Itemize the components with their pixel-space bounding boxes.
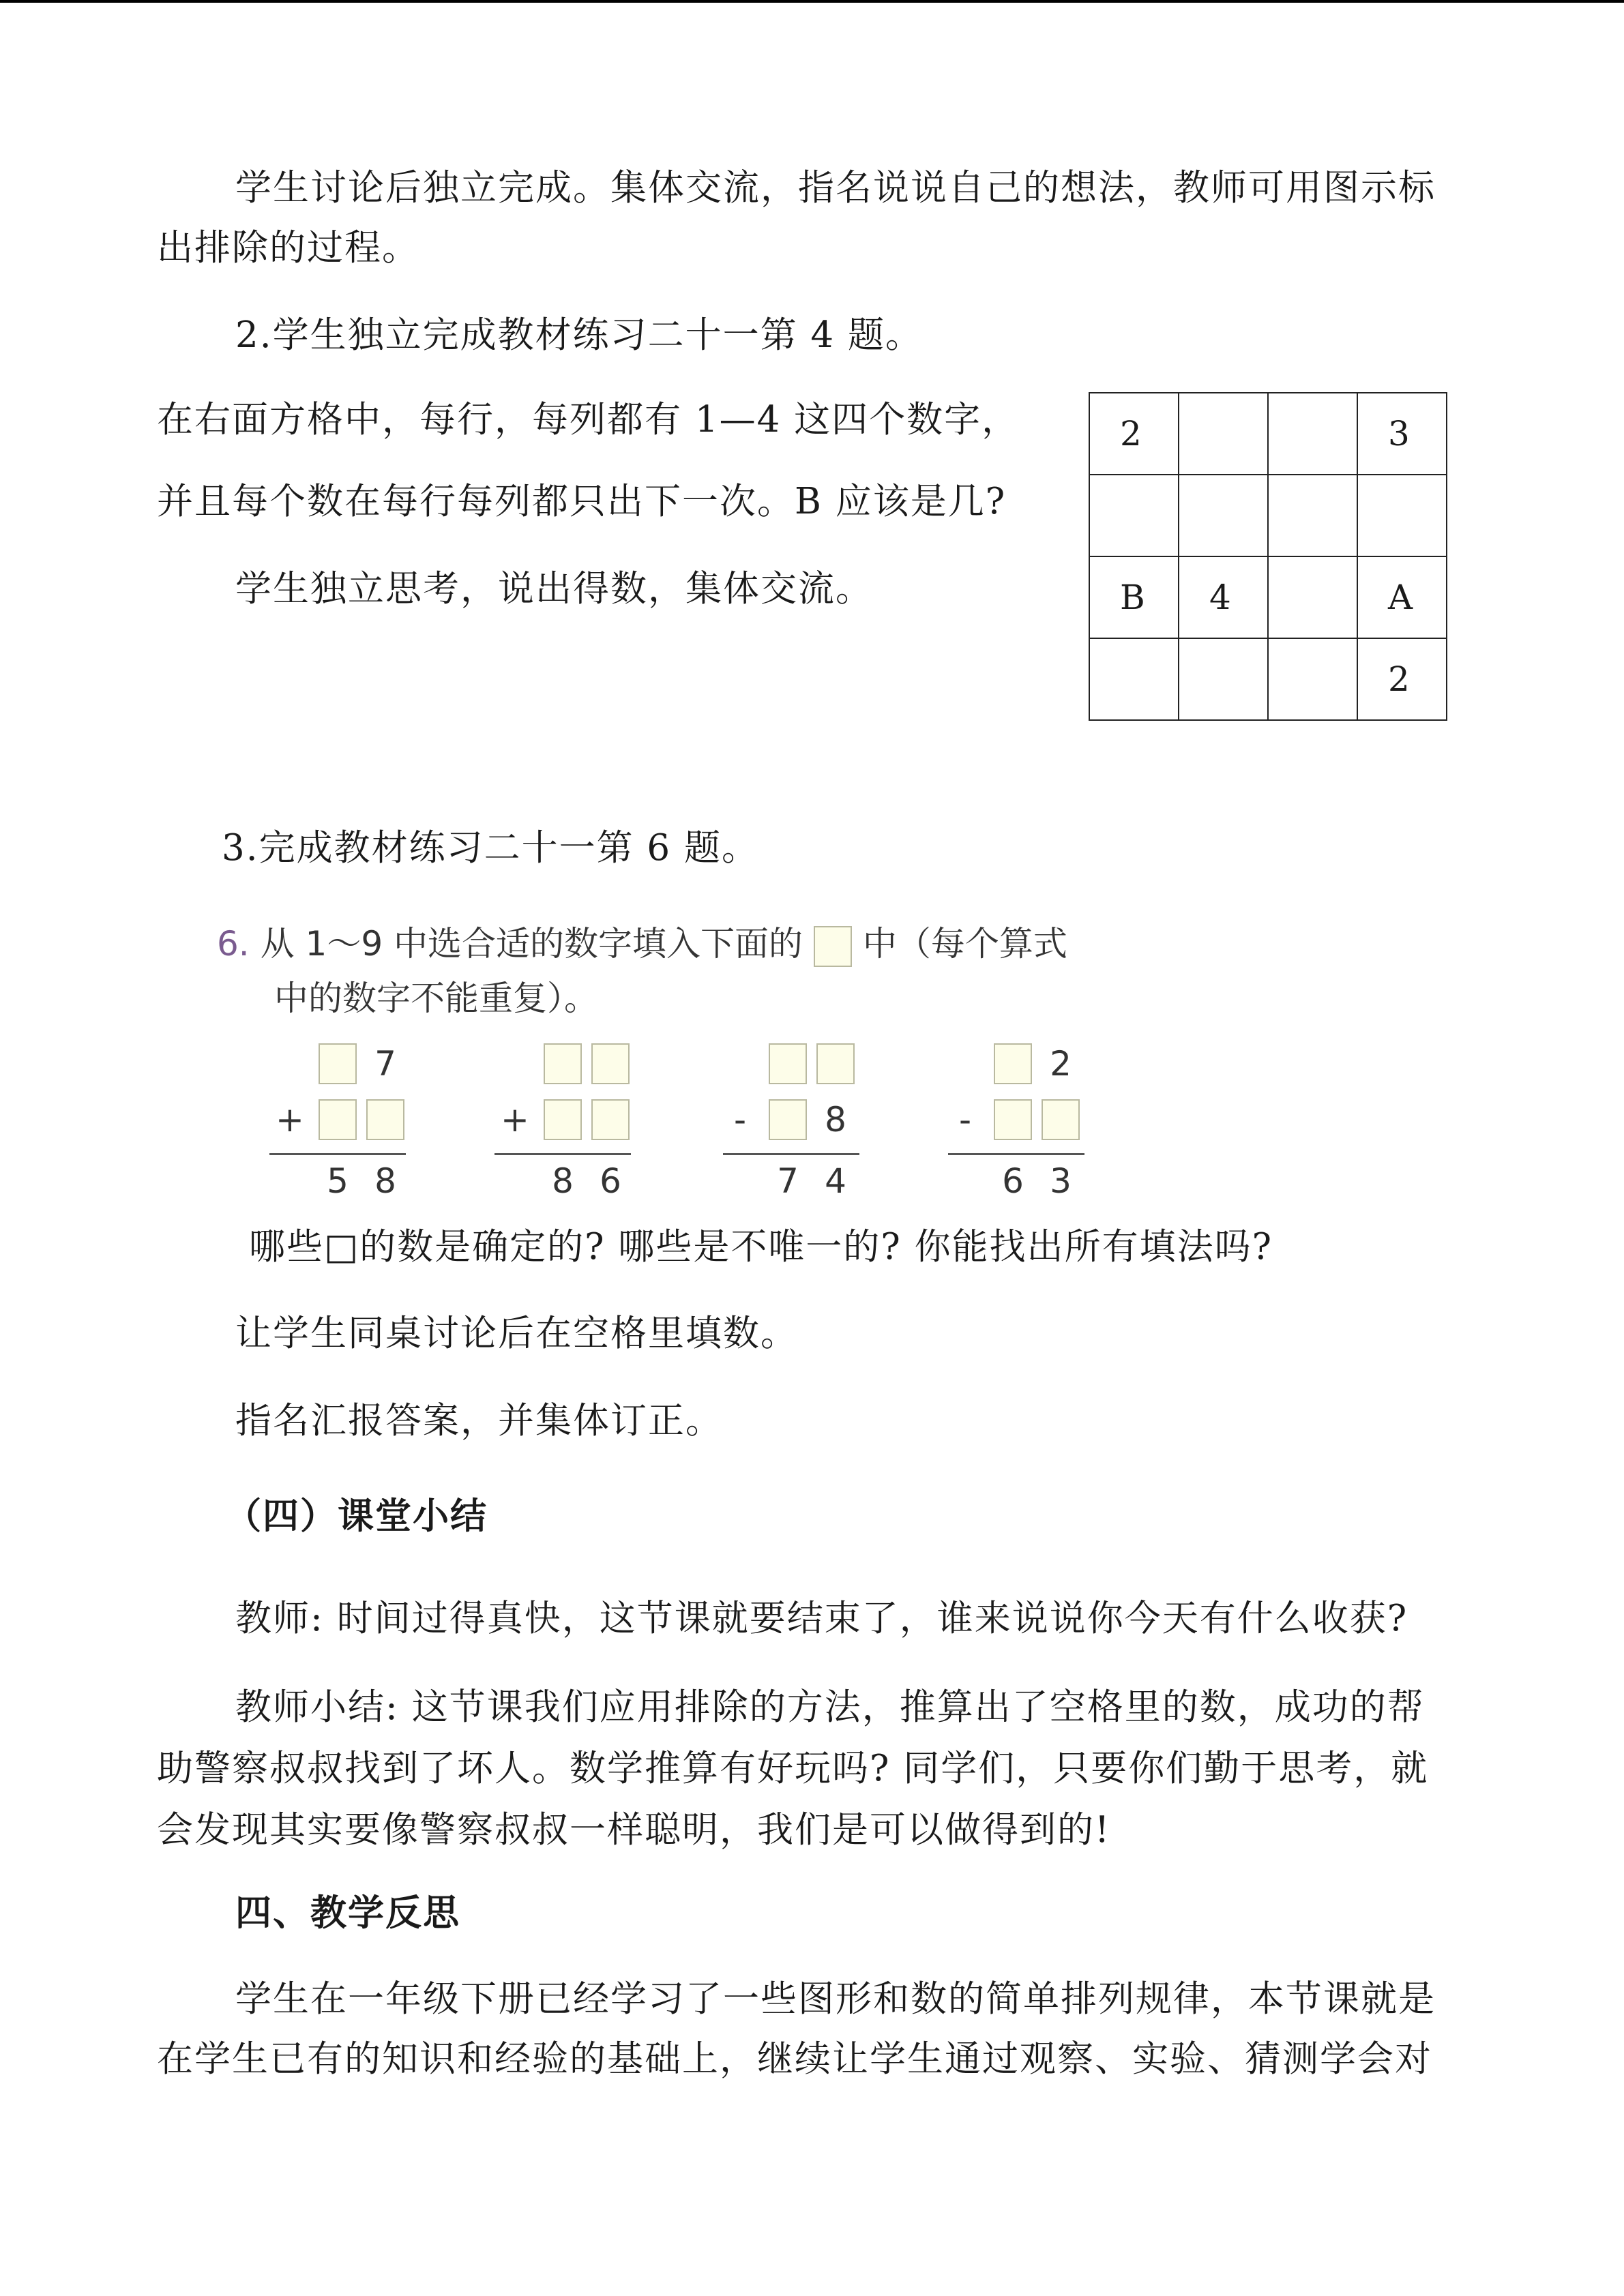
paragraph: 在学生已有的知识和经验的基础上，继续让学生通过观察、实验、猜测学会对 <box>157 2038 1432 2080</box>
blank-box[interactable] <box>319 1099 357 1140</box>
operator: + <box>501 1100 529 1139</box>
sum-line <box>494 1153 631 1155</box>
grid-cell: B <box>1089 556 1179 638</box>
blank-box[interactable] <box>1042 1099 1080 1140</box>
digit: 7 <box>777 1161 799 1201</box>
paragraph: 教师: 时间过得真快，这节课就要结束了，谁来说说你今天有什么收获? <box>235 1598 1408 1639</box>
grid-cell: 2 <box>1357 638 1447 720</box>
blank-box[interactable] <box>994 1043 1032 1084</box>
paragraph: 让学生同桌讨论后在空格里填数。 <box>235 1313 798 1354</box>
paragraph: 学生讨论后独立完成。集体交流，指名说说自己的想法，教师可用图示标 <box>235 167 1436 209</box>
blank-box[interactable] <box>366 1099 404 1140</box>
digit: 6 <box>600 1161 621 1201</box>
grid-cell <box>1179 638 1268 720</box>
grid-cell: 3 <box>1357 393 1447 475</box>
grid-cell <box>1179 475 1268 556</box>
digit: 5 <box>327 1161 349 1201</box>
section-heading: （四）课堂小结 <box>225 1495 488 1537</box>
blank-box[interactable] <box>816 1043 855 1084</box>
blank-box[interactable] <box>769 1043 807 1084</box>
number-grid <box>1089 392 1447 721</box>
operator: + <box>276 1100 304 1139</box>
grid-cell <box>1357 475 1447 556</box>
paragraph: 指名汇报答案，并集体订正。 <box>235 1400 723 1442</box>
grid-cell <box>1268 556 1357 638</box>
section-heading: 四、教学反思 <box>235 1892 460 1934</box>
blank-box[interactable] <box>769 1099 807 1140</box>
exercise-6-line-2: 中的数字不能重复）。 <box>274 979 598 1018</box>
grid-cell <box>1268 393 1357 475</box>
paragraph: 在右面方格中，每行，每列都有 1—4 这四个数字， <box>157 399 1020 441</box>
digit: 8 <box>552 1161 574 1201</box>
paragraph: 2.学生独立完成教材练习二十一第 4 题。 <box>235 314 923 356</box>
grid-cell: 4 <box>1179 556 1268 638</box>
paragraph: 助警察叔叔找到了坏人。数学推算有好玩吗? 同学们，只要你们勤于思考，就 <box>157 1748 1429 1789</box>
digit: 8 <box>825 1100 846 1139</box>
blank-box[interactable] <box>319 1043 357 1084</box>
digit: 7 <box>374 1044 396 1084</box>
blank-box[interactable] <box>994 1099 1032 1140</box>
difference-line <box>948 1153 1084 1155</box>
paragraph: 并且每个数在每行每列都只出下一次。B 应该是几? <box>157 481 1007 522</box>
paragraph: 哪些□的数是确定的? 哪些是不唯一的? 你能找出所有填法吗? <box>249 1226 1273 1268</box>
grid-cell: A <box>1357 556 1447 638</box>
difference-line <box>723 1153 859 1155</box>
blank-box[interactable] <box>544 1099 582 1140</box>
paragraph: 学生在一年级下册已经学习了一些图形和数的简单排列规律，本节课就是 <box>235 1978 1436 2020</box>
paragraph: 会发现其实要像警察叔叔一样聪明，我们是可以做得到的! <box>157 1809 1111 1851</box>
exercise-text: 中（每个算式 <box>862 924 1067 964</box>
paragraph: 学生独立思考，说出得数，集体交流。 <box>235 568 873 610</box>
blank-box[interactable] <box>591 1099 630 1140</box>
operator: - <box>733 1100 747 1139</box>
exercise-text: 从 1～9 中选合适的数字填入下面的 <box>260 924 803 964</box>
sum-line <box>269 1153 406 1155</box>
grid-cell <box>1268 475 1357 556</box>
grid-cell <box>1179 393 1268 475</box>
blank-box[interactable] <box>591 1043 630 1084</box>
paragraph: 出排除的过程。 <box>157 227 419 269</box>
paragraph: 教师小结: 这节课我们应用排除的方法，推算出了空格里的数，成功的帮 <box>235 1686 1425 1728</box>
grid-cell: 2 <box>1089 393 1179 475</box>
grid-cell <box>1089 638 1179 720</box>
digit: 2 <box>1050 1044 1072 1084</box>
top-border <box>0 0 1624 3</box>
grid-cell <box>1089 475 1179 556</box>
operator: - <box>958 1100 972 1139</box>
digit: 8 <box>374 1161 396 1201</box>
exercise-6-line-1 <box>217 916 1067 971</box>
digit: 3 <box>1050 1161 1072 1201</box>
exercise-number: 6. <box>217 924 250 964</box>
paragraph: 3.完成教材练习二十一第 6 题。 <box>222 827 759 869</box>
digit: 4 <box>825 1161 846 1201</box>
digit: 6 <box>1002 1161 1024 1201</box>
blank-box-icon <box>814 926 852 967</box>
grid-cell <box>1268 638 1357 720</box>
blank-box[interactable] <box>544 1043 582 1084</box>
